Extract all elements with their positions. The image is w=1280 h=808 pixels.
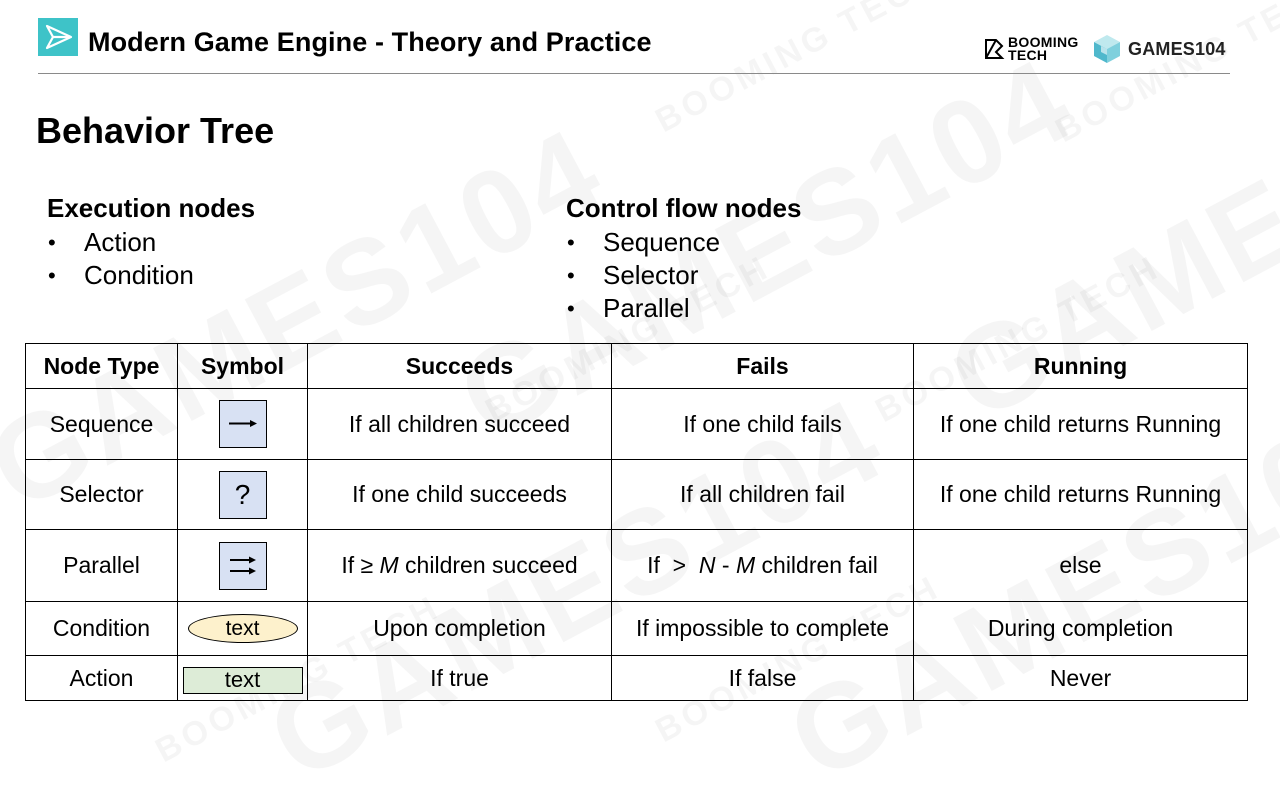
list-item-label: Selector	[603, 260, 699, 290]
cell-node-type: Sequence	[26, 389, 178, 460]
node-type-table	[25, 343, 1248, 701]
header-succeeds: Succeeds	[308, 344, 612, 389]
cell-node-type: Action	[26, 656, 178, 701]
booming-mark-icon	[983, 37, 1005, 61]
succeeds-text-pre: If ≥	[341, 552, 380, 578]
cell-symbol	[178, 656, 308, 701]
list-item-label: Action	[84, 227, 157, 257]
list-item: • Condition	[48, 260, 194, 290]
execution-nodes-list	[47, 226, 255, 292]
header-node-type: Node Type	[26, 344, 178, 389]
double-arrow-right-icon	[220, 543, 265, 588]
header-symbol: Symbol	[178, 344, 308, 389]
games104-logo	[1092, 33, 1226, 65]
control-flow-nodes-heading: Control flow nodes	[566, 193, 802, 223]
selector-symbol-box	[219, 471, 267, 519]
list-item: • Parallel	[567, 293, 690, 323]
arrow-right-icon	[220, 401, 265, 446]
cell-fails: If false	[612, 656, 914, 701]
cell-fails: If impossible to complete	[612, 602, 914, 656]
cell-running: Never	[914, 656, 1248, 701]
table-row	[26, 530, 1248, 602]
control-flow-nodes-block	[566, 193, 801, 325]
list-item: • Action	[48, 227, 157, 257]
cell-node-type: Parallel	[26, 530, 178, 602]
play-logo-icon	[38, 18, 78, 56]
fails-var-n: N	[698, 552, 716, 578]
cell-running: If one child returns Running	[914, 460, 1248, 530]
cell-node-type: Condition	[26, 602, 178, 656]
watermark-booming-tech	[649, 0, 947, 141]
cell-symbol	[178, 530, 308, 602]
booming-line2: TECH	[1008, 47, 1048, 63]
list-item-label: Condition	[84, 260, 194, 290]
header-divider	[38, 73, 1230, 74]
cell-running: else	[914, 530, 1248, 602]
watermark-booming-tech	[1049, 0, 1280, 151]
slide-title: Behavior Tree	[36, 110, 275, 151]
cell-succeeds: If all children succeed	[308, 389, 612, 460]
cell-succeeds: If true	[308, 656, 612, 701]
cell-running: During completion	[914, 602, 1248, 656]
fails-text-post: children fail	[755, 552, 878, 578]
fails-var-m: M	[735, 552, 756, 578]
cell-symbol	[178, 460, 308, 530]
table-header-row	[26, 344, 1248, 389]
table-row	[26, 602, 1248, 656]
list-item: • Sequence	[567, 227, 721, 257]
list-item: • Selector	[567, 260, 699, 290]
cell-fails: If one child fails	[612, 389, 914, 460]
execution-nodes-heading: Execution nodes	[47, 193, 256, 223]
cell-fails	[612, 530, 914, 602]
cell-succeeds	[308, 530, 612, 602]
cell-symbol	[178, 389, 308, 460]
cube-logo-icon	[1092, 33, 1122, 65]
header-fails: Fails	[612, 344, 914, 389]
header-running: Running	[914, 344, 1248, 389]
fails-text-pre: If >	[647, 552, 699, 578]
table-row	[26, 656, 1248, 701]
list-item-label: Parallel	[603, 293, 690, 323]
succeeds-text-post: children succeed	[398, 552, 578, 578]
table-row	[26, 389, 1248, 460]
condition-ellipse-symbol: text	[188, 614, 298, 643]
table-row	[26, 460, 1248, 530]
control-flow-nodes-list	[566, 226, 801, 325]
cell-node-type: Selector	[26, 460, 178, 530]
list-item-label: Sequence	[603, 227, 721, 257]
succeeds-var-m: M	[379, 552, 399, 578]
cell-running: If one child returns Running	[914, 389, 1248, 460]
header-title: Modern Game Engine - Theory and Practice	[88, 27, 652, 57]
question-mark-icon: ?	[234, 478, 251, 510]
cell-succeeds: If one child succeeds	[308, 460, 612, 530]
action-rect-symbol: text	[183, 667, 303, 694]
fails-text-mid: -	[715, 552, 736, 578]
booming-tech-logo	[983, 36, 1079, 62]
games104-text: GAMES104	[1128, 38, 1226, 59]
cell-succeeds: Upon completion	[308, 602, 612, 656]
booming-line1: BOOMING	[1008, 34, 1079, 50]
sequence-symbol-box	[219, 400, 267, 448]
parallel-symbol-box	[219, 542, 267, 590]
cell-symbol	[178, 602, 308, 656]
execution-nodes-block	[47, 193, 255, 292]
cell-fails: If all children fail	[612, 460, 914, 530]
